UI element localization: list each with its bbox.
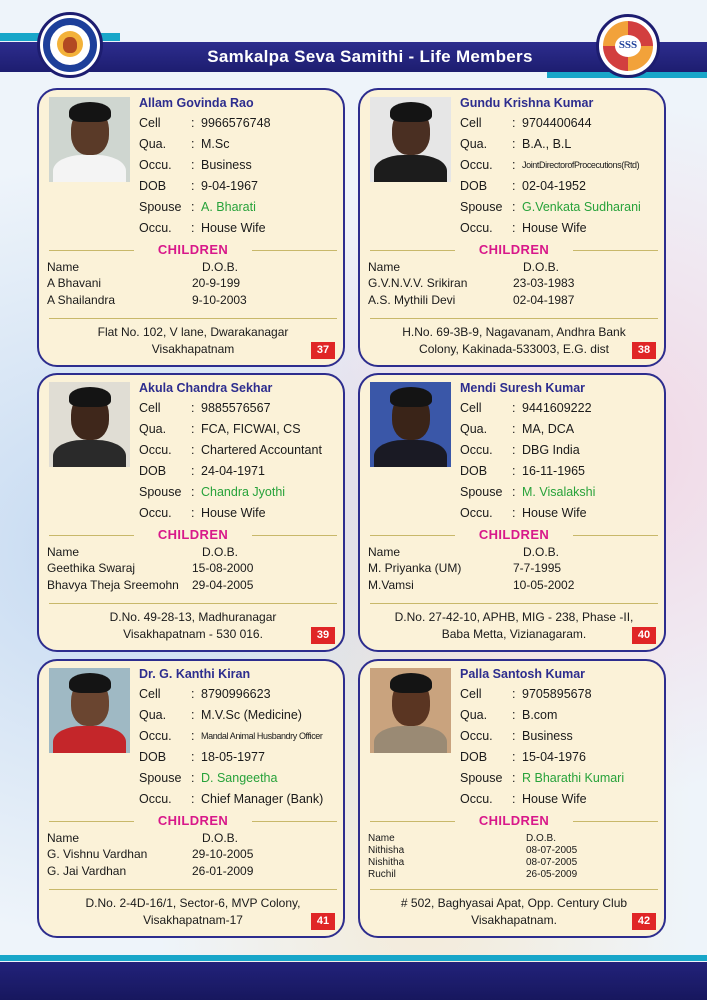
qualification-row [460,134,665,154]
spouse-value: D. Sangeetha [201,771,278,785]
colon: : [512,158,516,172]
colon: : [191,422,195,436]
child-name: M.Vamsi [368,578,414,592]
colon: : [191,708,195,722]
spouse-occupation-row [460,218,665,238]
child-dob: 29-04-2005 [192,578,254,592]
cell-row [139,113,344,133]
occupation-value: DBG India [522,443,580,457]
photo-hair [390,673,432,693]
member-number-badge: 40 [632,627,656,644]
cell-label: Cell [139,116,161,130]
occu-label: Occu. [460,221,493,235]
child-row [368,292,658,309]
member-photo [370,668,451,753]
cell-label: Cell [460,116,482,130]
name-col-header: Name [368,833,395,844]
member-photo [49,382,130,467]
occu-label: Occu. [139,506,172,520]
children-header-row [368,833,658,845]
child-dob: 7-7-1995 [513,561,562,575]
member-card-41 [37,659,345,938]
children-header-row [368,260,658,275]
spouse-occupation-value: House Wife [201,221,266,235]
dob-row [460,461,665,481]
occu-label: Occu. [139,729,172,743]
child-dob: 02-04-1987 [513,293,575,307]
spouse-row [460,197,665,217]
member-photo [49,97,130,182]
address-line-1: D.No. 2-4D-16/1, Sector-6, MVP Colony, [85,896,301,910]
spouse-occupation-value: House Wife [522,506,587,520]
dob-row [139,747,344,767]
address-line-1: D.No. 27-42-10, APHB, MIG - 238, Phase -II, [394,610,634,624]
member-number-badge: 37 [311,342,335,359]
occupation-row [139,155,344,175]
dob-label: DOB [139,750,167,764]
dob-col-header: D.O.B. [523,545,560,559]
name-col-header: Name [368,260,401,274]
member-name: Allam Govinda Rao [139,96,254,110]
colon: : [512,485,516,499]
child-row [368,857,658,869]
dob-row [139,176,344,196]
spouse-label: Spouse [139,485,182,499]
occu-label: Occu. [460,506,493,520]
child-name: A Bhavani [47,276,102,290]
child-row [47,863,337,880]
colon: : [191,221,195,235]
colon: : [191,485,195,499]
qua-label: Qua. [460,708,488,722]
child-dob: 26-01-2009 [192,864,254,878]
dob-value: 9-04-1967 [201,179,258,193]
member-address [370,609,658,645]
photo-coat [374,440,447,467]
children-header-row [47,260,337,275]
address-line-2: Visakhapatnam. [471,913,557,927]
spouse-value: R Bharathi Kumari [522,771,625,785]
child-row [368,869,658,881]
child-dob: 15-08-2000 [192,561,254,575]
spouse-label: Spouse [139,200,182,214]
dob-value: 02-04-1952 [522,179,586,193]
cell-value: 9704400644 [522,116,592,130]
member-number-badge: 38 [632,342,656,359]
child-name: G.V.N.V.V. Srikiran [368,276,468,290]
cell-row [460,684,665,704]
colon: : [512,687,516,701]
spouse-label: Spouse [139,771,182,785]
spouse-label: Spouse [460,200,503,214]
occupation-value: Business [201,158,252,172]
dob-col-header: D.O.B. [526,833,557,844]
member-number-badge: 41 [311,913,335,930]
child-row [368,845,658,857]
name-col-header: Name [47,260,80,274]
child-row [47,275,337,292]
dob-col-header: D.O.B. [202,831,239,845]
occu-label: Occu. [139,792,172,806]
colon: : [191,771,195,785]
occu-label: Occu. [139,221,172,235]
qualification-row [460,419,665,439]
child-row [47,846,337,863]
qua-label: Qua. [460,422,488,436]
cell-label: Cell [460,687,482,701]
occupation-row [460,155,665,175]
cell-label: Cell [460,401,482,415]
address-divider [370,889,658,890]
qualification-value: FCA, FICWAI, CS [201,422,301,436]
member-card-42 [358,659,666,938]
child-name: G. Jai Vardhan [47,864,127,878]
child-dob: 29-10-2005 [192,847,254,861]
member-address [49,895,337,931]
spouse-occupation-value: House Wife [522,221,587,235]
child-dob: 23-03-1983 [513,276,575,290]
dob-label: DOB [460,750,488,764]
colon: : [191,179,195,193]
spouse-occupation-row [460,503,665,523]
member-number-badge: 39 [311,627,335,644]
member-photo [370,97,451,182]
qua-label: Qua. [460,137,488,151]
cell-value: 9885576567 [201,401,271,415]
occupation-value: Chartered Accountant [201,443,322,457]
colon: : [191,464,195,478]
member-photo [370,382,451,467]
colon: : [512,708,516,722]
dob-label: DOB [460,464,488,478]
occu-label: Occu. [460,729,493,743]
address-divider [49,889,337,890]
member-card-38 [358,88,666,367]
spouse-value: Chandra Jyothi [201,485,286,499]
member-name: Mendi Suresh Kumar [460,381,586,395]
children-header-row [47,831,337,846]
dob-row [139,461,344,481]
colon: : [191,116,195,130]
colon: : [512,464,516,478]
page-title: Samkalpa Seva Samithi - Life Members [207,47,533,66]
cell-value: 9705895678 [522,687,592,701]
photo-hair [69,673,111,693]
children-heading: CHILDREN [134,241,252,259]
member-address [49,609,337,645]
child-name: Ruchil [368,869,396,880]
colon: : [512,422,516,436]
photo-hair [69,387,111,407]
occupation-value: Business [522,729,573,743]
child-row [368,577,658,594]
qualification-value: MA, DCA [522,422,575,436]
child-row [47,292,337,309]
occupation-value: Mandal Animal Husbandry Officer [201,731,323,741]
occupation-row [139,726,344,746]
spouse-occupation-value: Chief Manager (Bank) [201,792,324,806]
dob-row [460,176,665,196]
member-name: Gundu Krishna Kumar [460,96,594,110]
child-row [368,560,658,577]
qualification-row [139,419,344,439]
footer-band [0,962,707,1000]
occu-label: Occu. [139,443,172,457]
colon: : [512,792,516,806]
address-divider [370,318,658,319]
qua-label: Qua. [139,422,167,436]
cell-row [460,398,665,418]
colon: : [512,771,516,785]
address-divider [370,603,658,604]
cell-row [460,113,665,133]
spouse-occupation-row [139,503,344,523]
child-dob: 10-05-2002 [513,578,575,592]
member-name: Dr. G. Kanthi Kiran [139,667,251,681]
logo-figure-icon [63,37,77,53]
cell-row [139,684,344,704]
spouse-occupation-row [139,789,344,809]
member-card-40 [358,373,666,652]
colon: : [512,221,516,235]
qualification-row [139,705,344,725]
child-name: A Shailandra [47,293,116,307]
address-line-2: Visakhapatnam [151,342,235,356]
qualification-value: B.A., B.L [522,137,572,151]
colon: : [191,443,195,457]
photo-hair [69,102,111,122]
name-col-header: Name [47,545,80,559]
children-header-row [47,545,337,560]
photo-shirt [53,726,126,753]
dob-value: 24-04-1971 [201,464,265,478]
colon: : [512,506,516,520]
spouse-value: M. Visalakshi [522,485,596,499]
occupation-row [460,440,665,460]
address-line-1: Flat No. 102, V lane, Dwarakanagar [97,325,289,339]
colon: : [512,200,516,214]
cell-value: 9441609222 [522,401,592,415]
qualification-row [460,705,665,725]
member-address [49,324,337,360]
children-heading: CHILDREN [455,812,573,830]
qua-label: Qua. [139,137,167,151]
spouse-occupation-row [139,218,344,238]
address-line-2: Baba Metta, Vizianagaram. [441,627,587,641]
cell-label: Cell [139,687,161,701]
colon: : [512,116,516,130]
samkalpa-seal-logo [37,12,103,78]
child-name: A.S. Mythili Devi [368,293,456,307]
sss-hands-logo [596,14,660,78]
children-heading: CHILDREN [134,812,252,830]
colon: : [191,401,195,415]
spouse-occupation-value: House Wife [522,792,587,806]
colon: : [512,179,516,193]
child-dob: 20-9-199 [192,276,241,290]
spouse-row [139,197,344,217]
colon: : [512,401,516,415]
member-address [370,324,658,360]
name-col-header: Name [47,831,80,845]
spouse-label: Spouse [460,771,503,785]
qualification-value: M.V.Sc (Medicine) [201,708,302,722]
spouse-occupation-row [460,789,665,809]
spouse-value: A. Bharati [201,200,256,214]
member-photo [49,668,130,753]
spouse-row [139,768,344,788]
member-card-39 [37,373,345,652]
dob-col-header: D.O.B. [523,260,560,274]
occu-label: Occu. [460,443,493,457]
colon: : [191,137,195,151]
photo-shirt [53,155,126,182]
child-dob: 08-07-2005 [526,857,578,868]
address-line-2: Visakhapatnam-17 [143,913,243,927]
cell-label: Cell [139,401,161,415]
photo-coat [53,440,126,467]
address-line-2: Visakhapatnam - 530 016. [123,627,263,641]
colon: : [191,158,195,172]
colon: : [191,687,195,701]
colon: : [512,137,516,151]
qua-label: Qua. [139,708,167,722]
colon: : [191,200,195,214]
cell-value: 8790996623 [201,687,271,701]
children-heading: CHILDREN [455,241,573,259]
child-name: Geethika Swaraj [47,561,136,575]
occupation-row [139,440,344,460]
dob-value: 15-04-1976 [522,750,586,764]
colon: : [191,792,195,806]
colon: : [191,729,195,743]
address-divider [49,318,337,319]
dob-label: DOB [460,179,488,193]
cell-value: 9966576748 [201,116,271,130]
spouse-row [460,768,665,788]
children-header-row [368,545,658,560]
qualification-value: M.Sc [201,137,230,151]
colon: : [512,750,516,764]
child-name: Nithisha [368,845,405,856]
qualification-value: B.com [522,708,558,722]
colon: : [512,443,516,457]
spouse-occupation-value: House Wife [201,506,266,520]
member-number-badge: 42 [632,913,656,930]
occupation-value: JointDirectorofProcecutions(Rtd) [522,160,640,170]
child-name: G. Vishnu Vardhan [47,847,148,861]
dob-row [460,747,665,767]
spouse-label: Spouse [460,485,503,499]
member-address [370,895,658,931]
address-divider [49,603,337,604]
colon: : [512,729,516,743]
footer-accent-stripe [0,955,707,961]
children-heading: CHILDREN [134,526,252,544]
dob-col-header: D.O.B. [202,260,239,274]
address-line-1: D.No. 49-28-13, Madhuranagar [109,610,277,624]
cell-row [139,398,344,418]
child-dob: 9-10-2003 [192,293,247,307]
photo-coat [374,155,447,182]
child-row [368,275,658,292]
occu-label: Occu. [139,158,172,172]
colon: : [191,506,195,520]
address-line-2: Colony, Kakinada-533003, E.G. dist [419,342,609,356]
colon: : [191,750,195,764]
occupation-row [460,726,665,746]
spouse-value: G.Venkata Sudharani [522,200,641,214]
photo-hair [390,387,432,407]
child-dob: 26-05-2009 [526,869,578,880]
member-card-37 [37,88,345,367]
child-name: Nishitha [368,857,405,868]
address-line-1: # 502, Baghyasai Apat, Opp. Century Club [400,896,628,910]
dob-value: 16-11-1965 [522,464,586,478]
child-row [47,577,337,594]
dob-value: 18-05-1977 [201,750,265,764]
children-heading: CHILDREN [455,526,573,544]
logo-sss-text: SSS [618,39,638,51]
dob-col-header: D.O.B. [202,545,239,559]
qualification-row [139,134,344,154]
dob-label: DOB [139,464,167,478]
child-name: Bhavya Theja Sreemohn [47,578,179,592]
child-row [47,560,337,577]
spouse-row [460,482,665,502]
address-line-1: H.No. 69-3B-9, Nagavanam, Andhra Bank [402,325,626,339]
photo-shirt [374,726,447,753]
child-name: M. Priyanka (UM) [368,561,462,575]
member-name: Akula Chandra Sekhar [139,381,273,395]
name-col-header: Name [368,545,401,559]
spouse-row [139,482,344,502]
occu-label: Occu. [460,792,493,806]
child-dob: 08-07-2005 [526,845,578,856]
occu-label: Occu. [460,158,493,172]
dob-label: DOB [139,179,167,193]
photo-hair [390,102,432,122]
member-name: Palla Santosh Kumar [460,667,586,681]
